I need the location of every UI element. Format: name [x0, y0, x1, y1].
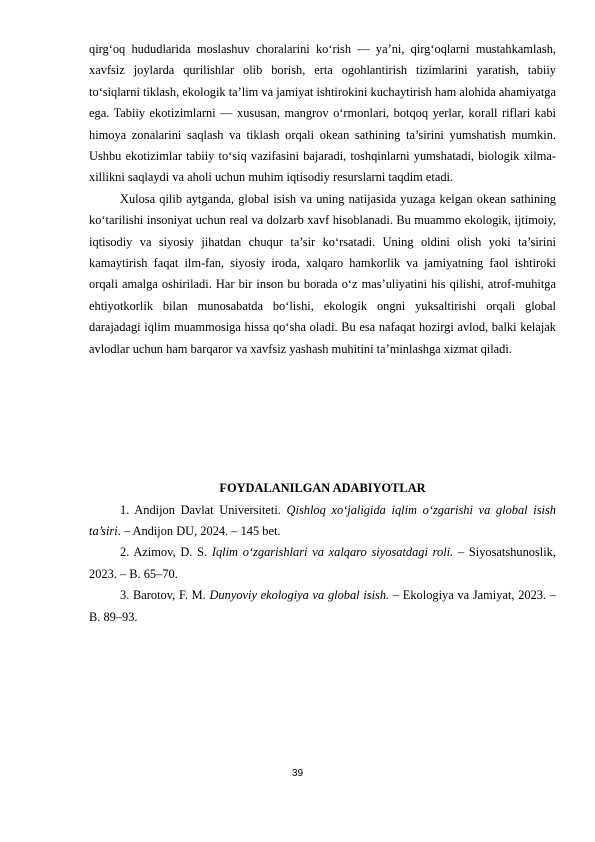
- reference-author: Azimov, D. S.: [133, 545, 208, 560]
- reference-details: . – Andijon DU, 2024. – 145 bet.: [117, 523, 281, 538]
- reference-number: 1.: [120, 502, 130, 517]
- body-paragraph-2: Xulosa qilib aytganda, global isish va uning natijasida yuzaga kelgan okean sathining ko‘tarilishi insoniyat uchun real va dolzarb xavf hisoblanadi. Bu muammo ekologik, ijtimoiy, iqtisodiy va siyosiy jihatdan chuqur ta’sir ko‘rsatadi. Uning oldini olish yoki ta’sirini kamaytirish faqat ilm-fan, siyosiy iroda, xalqaro hamkorlik va jamiyatning faol ishtiroki orqali amalga oshiriladi. Har bir inson bu borada o‘z mas’uliyatini his qilishi, atrof-muhitga ehtiyotkorlik bilan munosabatda bo‘lishi, ekologik ongni yuksaltirishi orqali global darajadagi iqlim muammosiga hissa qo‘sha oladi. Bu esa nafaqat hozirgi avlod, balki kelajak avlodlar uchun ham barqaror va xavfsiz yashash muhitini ta’minlashga xizmat qiladi.: [89, 191, 556, 356]
- reference-author: Andijon Davlat Universiteti.: [134, 502, 281, 517]
- reference-title: Dunyoviy ekologiya va global isish.: [209, 588, 390, 603]
- page-content: [89, 39, 556, 628]
- reference-author: Barotov, F. M.: [133, 588, 206, 603]
- reference-number: 3.: [120, 588, 130, 603]
- reference-item-3: [89, 585, 556, 628]
- reference-number: 2.: [120, 545, 130, 560]
- references-heading: FOYDALANILGAN ADABIYOTLAR: [219, 481, 426, 496]
- reference-details: – Ekologiya va Jamiyat, 2023. – B. 89–93.: [89, 588, 556, 624]
- reference-item-1: [89, 500, 556, 543]
- reference-details: – Siyosatshunoslik, 2023. – B. 65–70.: [89, 545, 556, 581]
- reference-item-2: [89, 542, 556, 585]
- body-paragraph-1: qirg‘oq hududlarida moslashuv choralarini ko‘rish — ya’ni, qirg‘oqlarni mustahkamlash, xavfsiz joylarda qurilishlar olib borish, erta ogohlantirish tizimlarini yaratish, tabiiy to‘siqlarni tiklash, ekologik ta’lim va jamiyat ishtirokini kuchaytirish ham alohida ahamiyatga ega. Tabiiy ekotizimlarni — xususan, mangrov o‘rmonlari, botqoq yerlar, korall riflari kabi himoya zonalarini saqlash va tiklash orqali okean sathining ta’sirini yumshatish mumkin. Ushbu ekotizimlar tabiiy to‘siq vazifasini bajaradi, toshqinlarni yumshatadi, biologik xilma-xillikni saqlaydi va aholi uchun muhim iqtisodiy resurslarni taqdim etadi.: [89, 42, 556, 185]
- reference-title: Iqlim o‘zgarishlari va xalqaro siyosatdagi roli.: [211, 545, 454, 560]
- page-number: 39: [291, 768, 304, 779]
- reference-title: Qishloq xo‘jaligida iqlim o‘zgarishi va global isish ta’siri: [89, 502, 556, 538]
